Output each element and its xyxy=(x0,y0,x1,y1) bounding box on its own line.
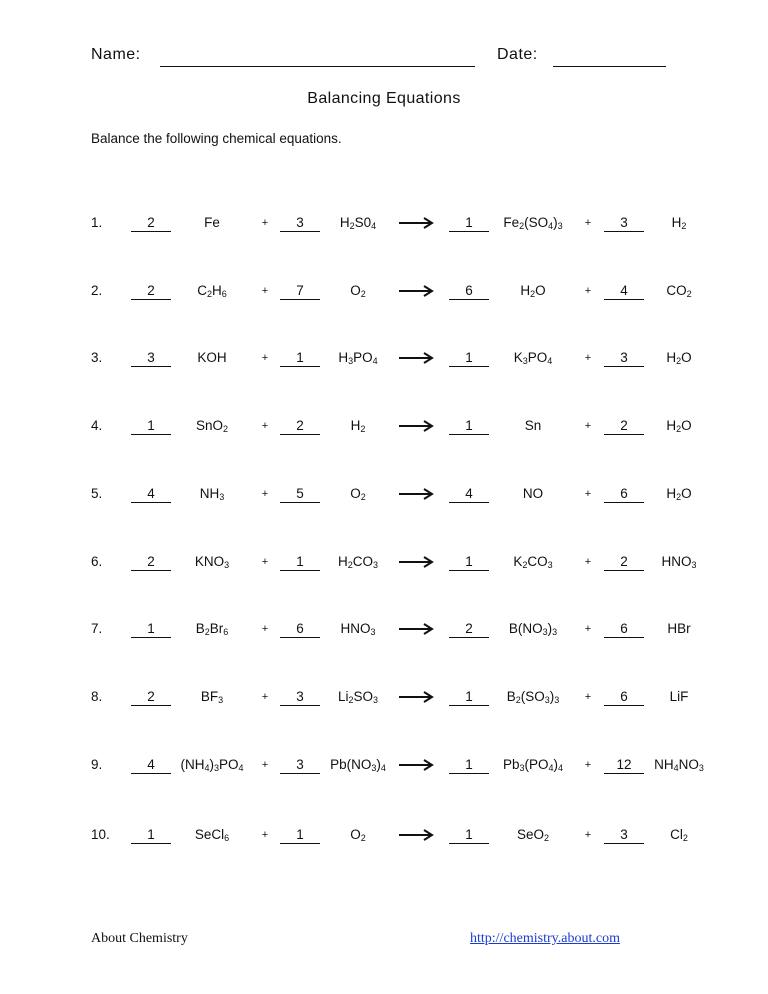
coefficient-3: 2 xyxy=(449,621,489,638)
reactant-1: $C_2H_6$ xyxy=(197,283,227,299)
reactant-1: Fe xyxy=(204,215,220,230)
plus-sign: + xyxy=(584,285,592,297)
footer-link[interactable]: http://chemistry.about.com xyxy=(470,931,620,946)
coefficient-3: 6 xyxy=(449,283,489,300)
reactant-1: $NH_3$ xyxy=(199,486,225,502)
product-2: LiF xyxy=(669,689,689,704)
equation-number: 9. xyxy=(91,757,103,772)
equation-number: 2. xyxy=(91,283,103,298)
plus-sign: + xyxy=(261,352,269,364)
equation-row xyxy=(0,283,768,305)
coefficient-3: 1 xyxy=(449,757,489,774)
coefficient-1: 4 xyxy=(131,757,171,774)
plus-sign: + xyxy=(261,556,269,568)
equation-number: 3. xyxy=(91,350,103,365)
equation-row xyxy=(0,827,768,849)
product-1: NO xyxy=(522,486,544,501)
coefficient-4: 2 xyxy=(604,554,644,571)
coefficient-1: 2 xyxy=(131,554,171,571)
reactant-2: $HNO_3$ xyxy=(340,621,376,637)
equation-row xyxy=(0,689,768,711)
equation-number: 1. xyxy=(91,215,103,230)
reaction-arrow-icon xyxy=(398,216,434,230)
product-1: $H_2O$ xyxy=(520,283,546,299)
coefficient-2: 3 xyxy=(280,689,320,706)
plus-sign: + xyxy=(261,217,269,229)
reactant-2: $Pb(NO_3)_4$ xyxy=(330,757,386,773)
reactant-1: $(NH_4)_3PO_4$ xyxy=(180,757,244,773)
coefficient-4: 6 xyxy=(604,689,644,706)
equation-row xyxy=(0,350,768,372)
coefficient-2: 1 xyxy=(280,827,320,844)
plus-sign: + xyxy=(261,691,269,703)
plus-sign: + xyxy=(584,759,592,771)
coefficient-1: 1 xyxy=(131,418,171,435)
equation-number: 10. xyxy=(91,827,110,842)
reaction-arrow-icon xyxy=(398,828,434,842)
product-1: $K_2CO_3$ xyxy=(513,554,553,570)
product-1: Sn xyxy=(524,418,542,433)
product-1: $B(NO_3)_3$ xyxy=(508,621,558,637)
reaction-arrow-icon xyxy=(398,622,434,636)
plus-sign: + xyxy=(261,829,269,841)
name-blank-line xyxy=(160,66,475,67)
reactant-2: $Li_2SO_3$ xyxy=(337,689,379,705)
coefficient-2: 7 xyxy=(280,283,320,300)
coefficient-2: 1 xyxy=(280,350,320,367)
product-2: $H_2O$ xyxy=(666,418,692,434)
product-1: $K_3PO_4$ xyxy=(513,350,553,366)
coefficient-2: 1 xyxy=(280,554,320,571)
reaction-arrow-icon xyxy=(398,555,434,569)
product-2: HBr xyxy=(667,621,691,636)
plus-sign: + xyxy=(261,623,269,635)
reactant-2: $H_2S0_4$ xyxy=(339,215,377,231)
header xyxy=(91,46,691,70)
plus-sign: + xyxy=(584,556,592,568)
coefficient-2: 5 xyxy=(280,486,320,503)
reactant-1: SnO$_2$ xyxy=(195,418,229,434)
reaction-arrow-icon xyxy=(398,690,434,704)
reactant-2: $H_2$ xyxy=(350,418,366,434)
equation-row xyxy=(0,554,768,576)
product-2: $H_2O$ xyxy=(666,486,692,502)
coefficient-1: 2 xyxy=(131,689,171,706)
coefficient-3: 1 xyxy=(449,215,489,232)
coefficient-4: 12 xyxy=(604,757,644,774)
coefficient-4: 2 xyxy=(604,418,644,435)
reactant-2: $H_2CO_3$ xyxy=(337,554,379,570)
product-2: $CO_2$ xyxy=(666,283,692,299)
product-2: $NH_4NO_3$ xyxy=(654,757,704,773)
coefficient-1: 1 xyxy=(131,827,171,844)
plus-sign: + xyxy=(261,759,269,771)
coefficient-4: 4 xyxy=(604,283,644,300)
reactant-2: $O_2$ xyxy=(350,283,366,299)
coefficient-2: 6 xyxy=(280,621,320,638)
reaction-arrow-icon xyxy=(398,758,434,772)
reactant-2: $O_2$ xyxy=(350,486,366,502)
equation-number: 7. xyxy=(91,621,103,636)
date-blank-line xyxy=(553,66,666,67)
plus-sign: + xyxy=(584,829,592,841)
coefficient-3: 1 xyxy=(449,350,489,367)
equation-number: 6. xyxy=(91,554,103,569)
product-2: $H_2O$ xyxy=(666,350,692,366)
reaction-arrow-icon xyxy=(398,351,434,365)
plus-sign: + xyxy=(584,691,592,703)
reactant-2: $H_3PO_4$ xyxy=(338,350,378,366)
instructions: Balance the following chemical equations. xyxy=(91,131,342,146)
plus-sign: + xyxy=(261,420,269,432)
coefficient-4: 3 xyxy=(604,827,644,844)
plus-sign: + xyxy=(584,488,592,500)
equation-number: 4. xyxy=(91,418,103,433)
coefficient-2: 3 xyxy=(280,757,320,774)
coefficient-4: 6 xyxy=(604,621,644,638)
equation-row xyxy=(0,418,768,440)
equation-number: 8. xyxy=(91,689,103,704)
coefficient-1: 3 xyxy=(131,350,171,367)
reaction-arrow-icon xyxy=(398,284,434,298)
equation-row xyxy=(0,757,768,779)
footer-source: About Chemistry xyxy=(91,931,188,946)
coefficient-2: 3 xyxy=(280,215,320,232)
reactant-1: $KNO_3$ xyxy=(194,554,230,570)
coefficient-3: 1 xyxy=(449,827,489,844)
reaction-arrow-icon xyxy=(398,487,434,501)
name-label: Name: xyxy=(91,46,141,63)
coefficient-3: 1 xyxy=(449,689,489,706)
equation-row xyxy=(0,621,768,643)
coefficient-3: 4 xyxy=(449,486,489,503)
coefficient-1: 2 xyxy=(131,215,171,232)
product-1: $Pb_3(PO_4)_4$ xyxy=(502,757,564,773)
reactant-1: $B_2Br_6$ xyxy=(195,621,229,637)
product-2: $HNO_3$ xyxy=(661,554,697,570)
coefficient-2: 2 xyxy=(280,418,320,435)
equation-row xyxy=(0,486,768,508)
plus-sign: + xyxy=(584,217,592,229)
plus-sign: + xyxy=(584,352,592,364)
reactant-2: $O_2$ xyxy=(350,827,366,843)
date-label: Date: xyxy=(497,46,538,63)
coefficient-3: 1 xyxy=(449,418,489,435)
product-1: $B_2(SO_3)_3$ xyxy=(506,689,560,705)
product-1: $Fe_2(SO_4)_3$ xyxy=(503,215,563,231)
equation-row xyxy=(0,215,768,237)
reactant-1: $BF_3$ xyxy=(200,689,224,705)
reactant-1: SeCl$_6$ xyxy=(194,827,230,843)
equation-number: 5. xyxy=(91,486,103,501)
coefficient-4: 3 xyxy=(604,215,644,232)
product-2: $H_2$ xyxy=(671,215,687,231)
plus-sign: + xyxy=(584,420,592,432)
product-2: $Cl_2$ xyxy=(670,827,688,843)
reactant-1: KOH xyxy=(197,350,227,365)
coefficient-4: 6 xyxy=(604,486,644,503)
plus-sign: + xyxy=(261,285,269,297)
plus-sign: + xyxy=(584,623,592,635)
product-1: SeO$_2$ xyxy=(516,827,550,843)
plus-sign: + xyxy=(261,488,269,500)
page-title: Balancing Equations xyxy=(307,90,461,107)
coefficient-4: 3 xyxy=(604,350,644,367)
coefficient-1: 4 xyxy=(131,486,171,503)
coefficient-1: 2 xyxy=(131,283,171,300)
reaction-arrow-icon xyxy=(398,419,434,433)
coefficient-1: 1 xyxy=(131,621,171,638)
coefficient-3: 1 xyxy=(449,554,489,571)
